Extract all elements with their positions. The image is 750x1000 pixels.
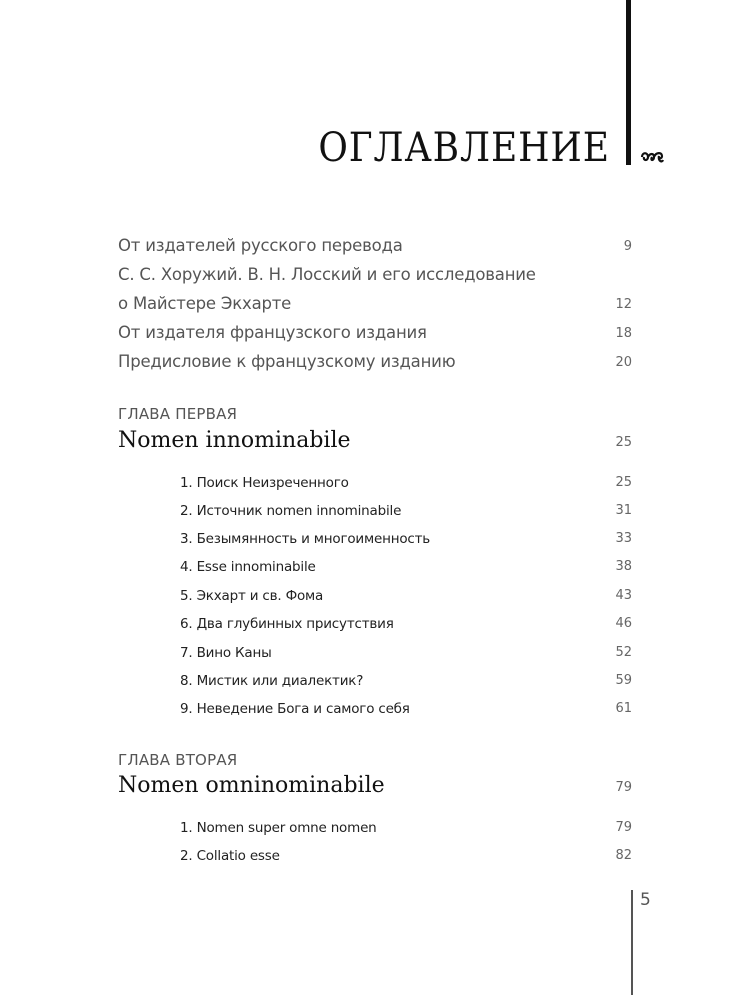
section-label: 5. Экхарт и св. Фома	[180, 588, 324, 604]
section-label: 7. Вино Каны	[180, 645, 272, 661]
toc-entry-page: 20	[615, 355, 632, 370]
top-vertical-rule	[626, 0, 631, 165]
chapter-label: ГЛАВА ПЕРВАЯ	[118, 405, 238, 423]
chapter-label: ГЛАВА ВТОРАЯ	[118, 751, 238, 769]
section-entry[interactable]	[180, 643, 632, 667]
section-entry[interactable]	[180, 699, 632, 723]
section-label: 6. Два глубинных присутствия	[180, 616, 394, 632]
section-label: 1. Nomen super omne nomen	[180, 820, 377, 836]
section-entry[interactable]	[180, 818, 632, 842]
section-label: 9. Неведение Бога и самого себя	[180, 701, 410, 717]
section-label: 2. Источник nomen innominabile	[180, 503, 402, 519]
section-label: 1. Поиск Неизреченного	[180, 475, 349, 491]
section-page: 25	[615, 475, 632, 490]
chapter-title: Nomen innominabile	[118, 428, 351, 453]
section-page: 79	[615, 820, 632, 835]
section-entry[interactable]	[180, 671, 632, 695]
toc-entry-label: о Майстере Экхарте	[118, 294, 292, 313]
section-label: 8. Мистик или диалектик?	[180, 673, 364, 689]
toc-entry-label: Предисловие к французскому изданию	[118, 352, 456, 371]
page-title: ОГЛАВЛЕНИЕ	[318, 125, 610, 171]
chapter-title-entry[interactable]	[118, 427, 632, 457]
toc-entry-page: 18	[615, 326, 632, 341]
bottom-vertical-rule	[631, 890, 633, 995]
page-number: 5	[640, 890, 651, 910]
section-entry[interactable]	[180, 473, 632, 497]
section-entry[interactable]	[180, 846, 632, 870]
section-page: 46	[615, 616, 632, 631]
section-label: 2. Collatio esse	[180, 848, 280, 864]
section-page: 59	[615, 673, 632, 688]
section-page: 38	[615, 559, 632, 574]
toc-entry-label: С. С. Хоружий. В. Н. Лосский и его исследование	[118, 265, 536, 284]
section-label: 3. Безымянность и многоименность	[180, 531, 431, 547]
toc-entry[interactable]	[118, 234, 632, 258]
toc-entry-page: 9	[623, 239, 632, 254]
toc-entry[interactable]	[118, 263, 632, 287]
section-entry[interactable]	[180, 529, 632, 553]
section-page: 82	[615, 848, 632, 863]
toc-entry[interactable]	[118, 321, 632, 345]
toc-entry[interactable]	[118, 292, 632, 316]
toc-entry-label: От издателей русского перевода	[118, 236, 403, 255]
section-page: 43	[615, 588, 632, 603]
toc-entry-page: 12	[615, 297, 632, 312]
section-page: 31	[615, 503, 632, 518]
chapter-page: 79	[615, 780, 632, 795]
section-page: 61	[615, 701, 632, 716]
chapter-title: Nomen omninominabile	[118, 773, 385, 798]
section-entry[interactable]	[180, 501, 632, 525]
chapter-page: 25	[615, 435, 632, 450]
toc-entry[interactable]	[118, 350, 632, 374]
ornament-icon	[640, 148, 664, 168]
ornament-icon-glyph	[640, 148, 664, 164]
section-entry[interactable]	[180, 557, 632, 581]
section-page: 33	[615, 531, 632, 546]
chapter-title-entry[interactable]	[118, 772, 632, 802]
toc-entry-label: От издателя французского издания	[118, 323, 427, 342]
section-page: 52	[615, 645, 632, 660]
section-entry[interactable]	[180, 614, 632, 638]
section-label: 4. Esse innominabile	[180, 559, 316, 575]
section-entry[interactable]	[180, 586, 632, 610]
